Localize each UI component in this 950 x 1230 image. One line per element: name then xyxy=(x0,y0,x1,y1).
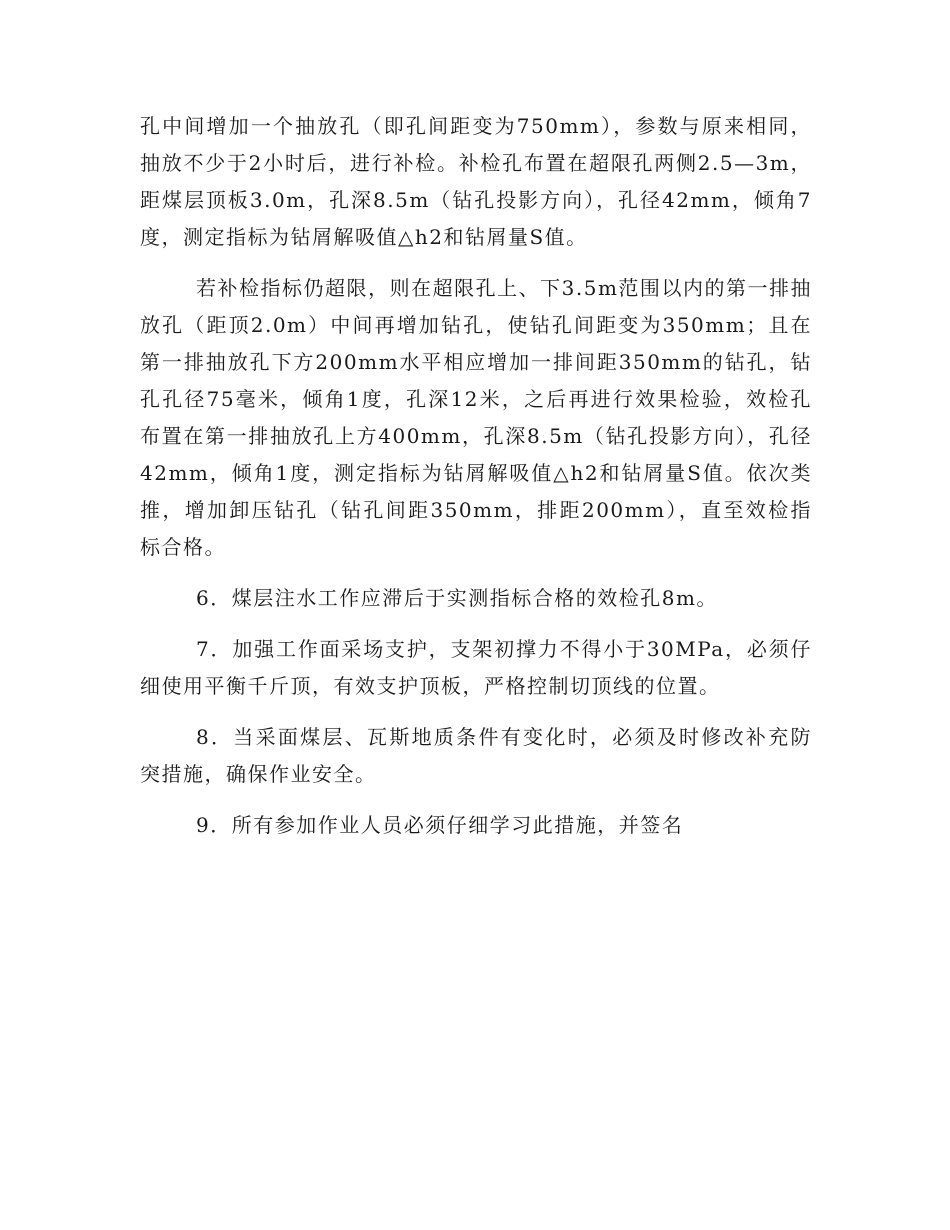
list-item-7: 7．加强工作面采场支护，支架初撑力不得小于30MPa，必须仔细使用平衡千斤顶，有效支护顶板，严格控制切顶线的位置。 xyxy=(140,637,812,698)
document-body xyxy=(140,108,812,858)
paragraph-recheck-exceed: 若补检指标仍超限，则在超限孔上、下3.5m范围以内的第一排抽放孔（距顶2.0m）中间再增加钻孔，使钻孔间距变为350mm；且在第一排抽放孔下方200mm水平相应增加一排间距350mm的钻孔，钻孔孔径75毫米，倾角1度，孔深12米，之后再进行效果检验，效检孔布置在第一排抽放孔上方400mm，孔深8.5m（钻孔投影方向），孔径42mm，倾角1度，测定指标为钻屑解吸值△h2和钻屑量S值。依次类推，增加卸压钻孔（钻孔间距350mm，排距200mm），直至效检指标合格。 xyxy=(140,276,812,559)
paragraph-continuation: 孔中间增加一个抽放孔（即孔间距变为750mm），参数与原来相同，抽放不少于2小时后，进行补检。补检孔布置在超限孔两侧2.5—3m，距煤层顶板3.0m，孔深8.5m（钻孔投影方向），孔径42mm，倾角7度，测定指标为钻屑解吸值△h2和钻屑量S值。 xyxy=(140,114,812,249)
list-item-9: 9．所有参加作业人员必须仔细学习此措施，并签名 xyxy=(196,813,684,837)
list-item-6: 6．煤层注水工作应滞后于实测指标合格的效检孔8m。 xyxy=(196,586,718,610)
list-item-8: 8．当采面煤层、瓦斯地质条件有变化时，必须及时修改补充防突措施，确保作业安全。 xyxy=(140,725,812,786)
